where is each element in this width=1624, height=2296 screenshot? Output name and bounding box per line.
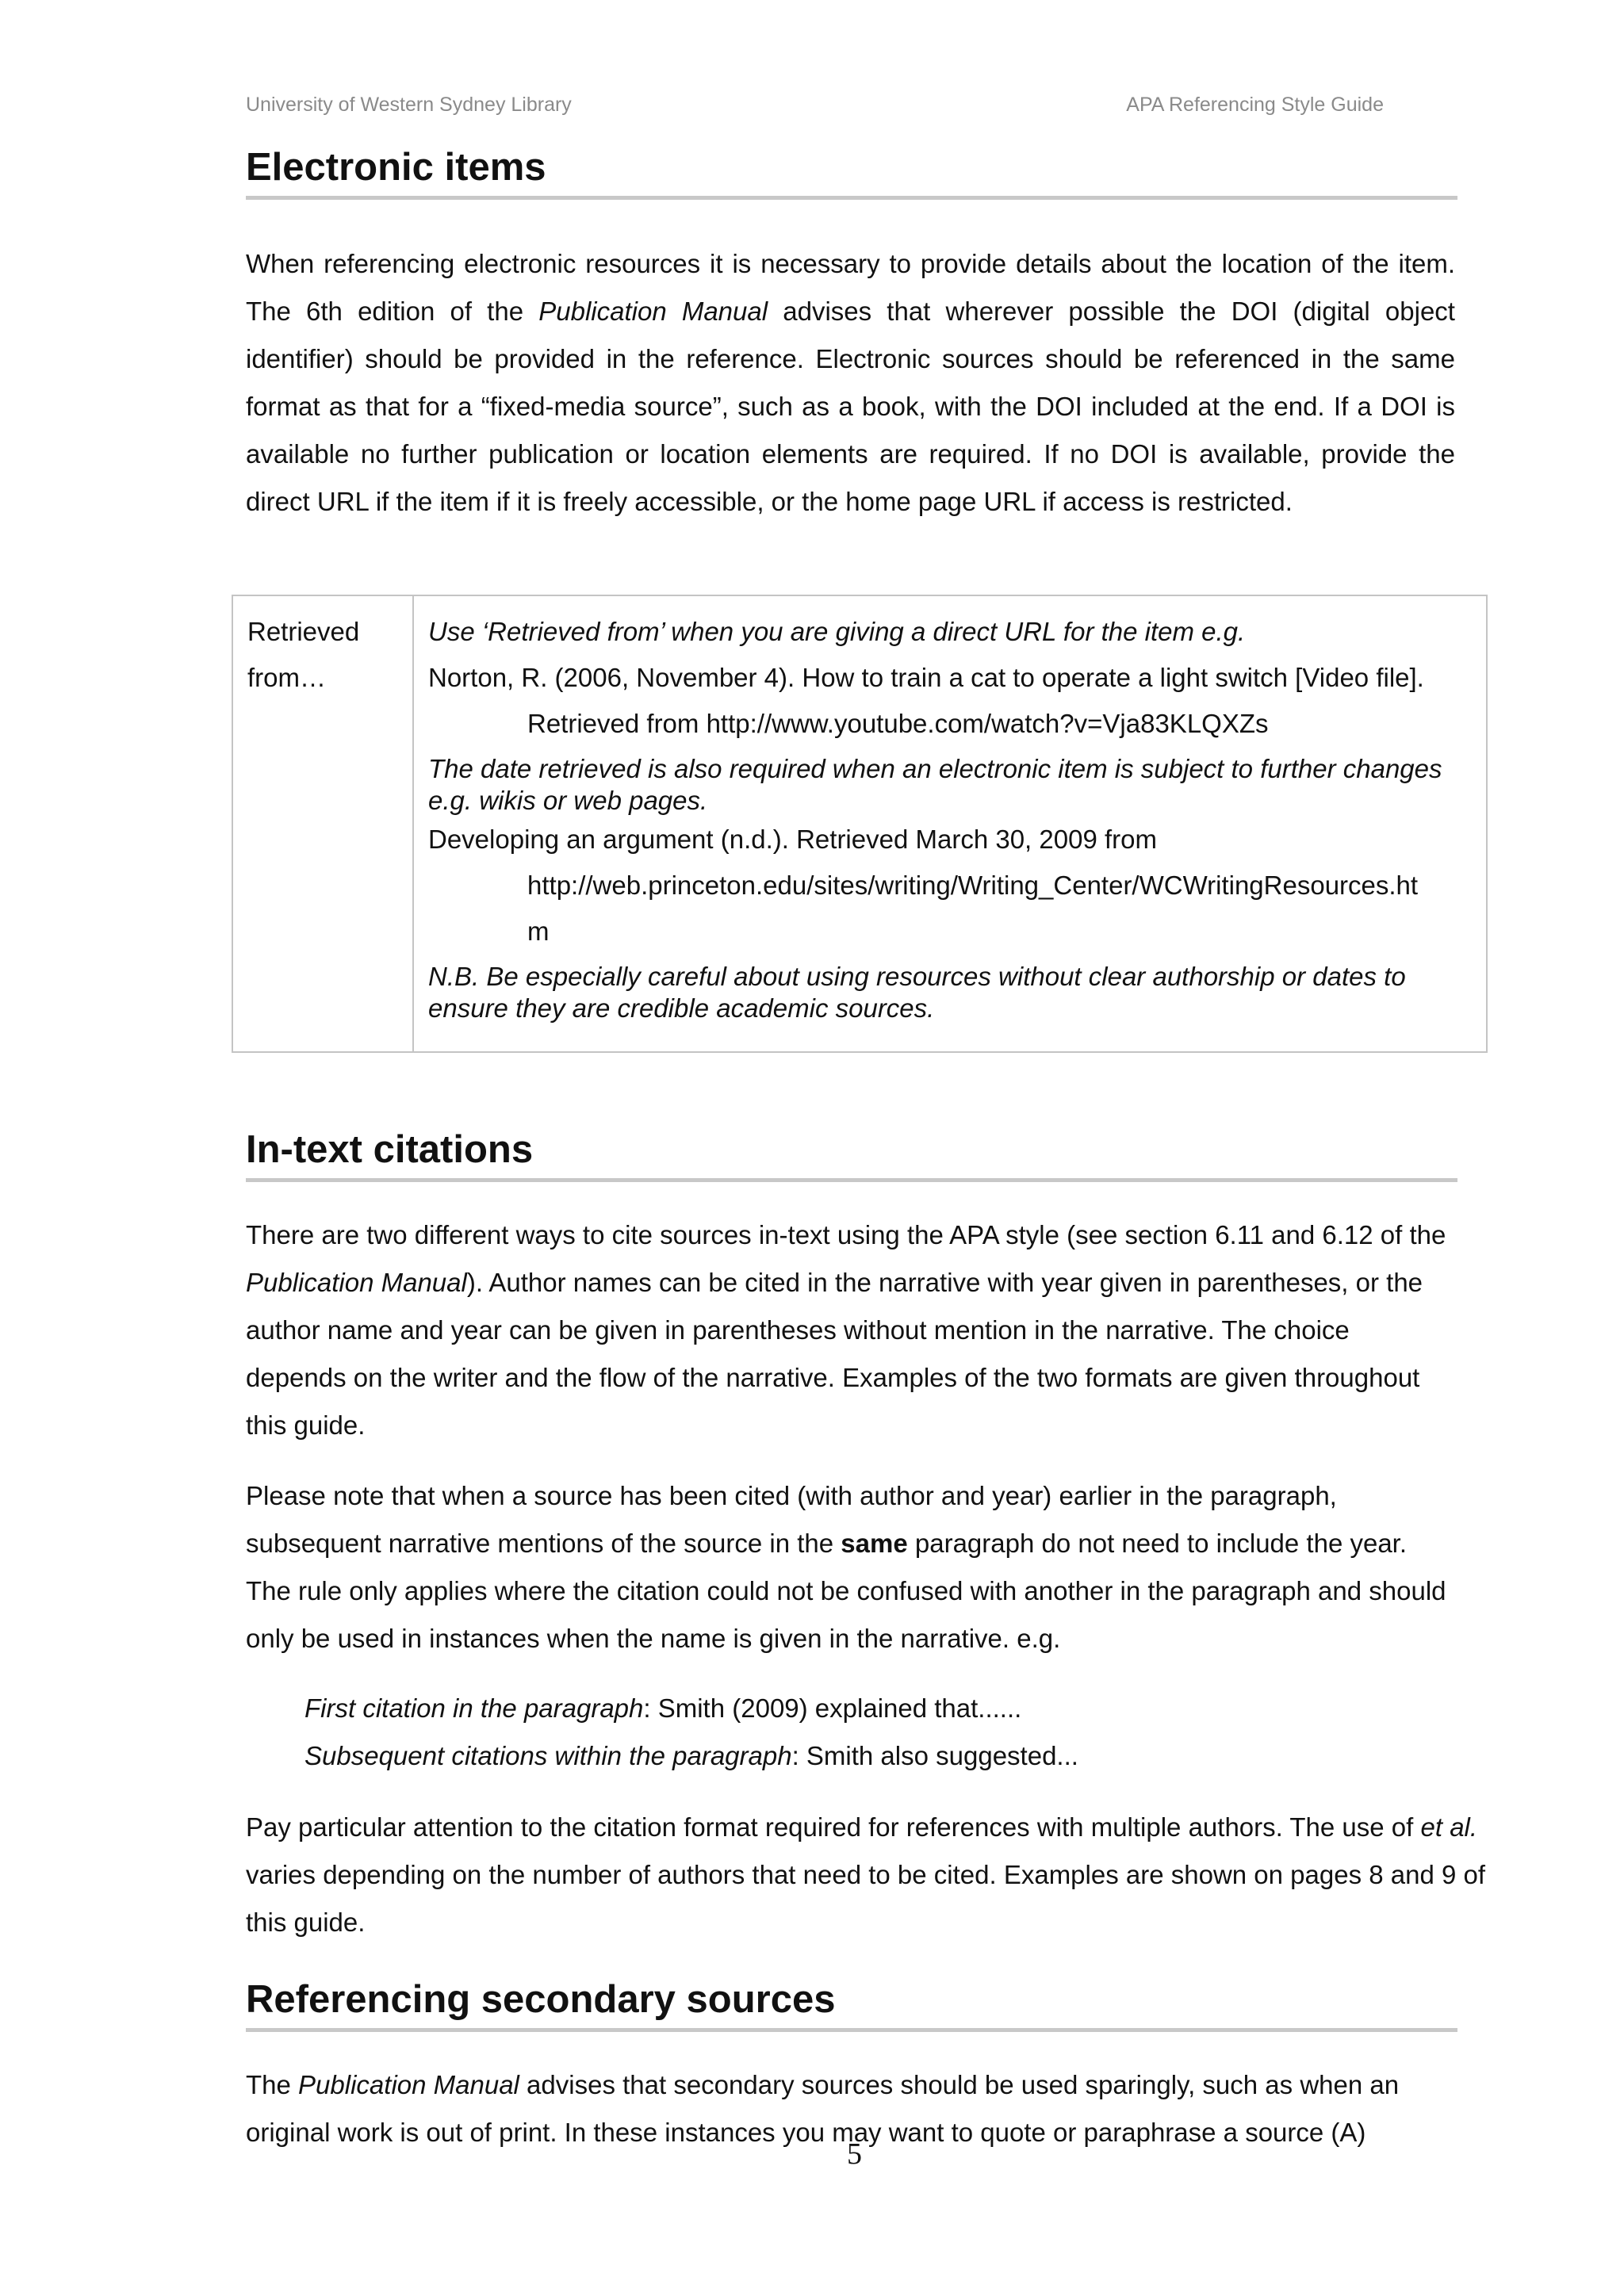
secondary-p1-text-a: The	[246, 2070, 299, 2099]
secondary-p1-text-b: advises that secondary sources should be used sparingly, such as when an original work is out of print. In these instances you may want to quote or paraphrase a source (A)	[246, 2070, 1400, 2147]
publication-manual-title: Publication Manual	[246, 1268, 467, 1297]
emphasis-same: same	[841, 1529, 908, 1558]
example-subsequent-citation-label: Subsequent citations within the paragraph	[304, 1741, 792, 1770]
example-developing-line-2: http://web.princeton.edu/sites/writing/Writing_Center/WCWritingResources.ht	[527, 871, 1419, 900]
table-label-line-2: from…	[247, 663, 326, 692]
header-right-text: APA Referencing Style Guide	[1126, 94, 1384, 116]
header-left-text: University of Western Sydney Library	[246, 94, 572, 116]
intext-p1-text-b: ). Author names can be cited in the narrative with year given in parentheses, or the author name and year can be given in parentheses without mention in the narrative. The choice depends on the writer and the flow of the narrative. Examples of the two formats are given throughout this guide.	[246, 1268, 1423, 1440]
example-subsequent-citation-text: : Smith also suggested...	[791, 1741, 1078, 1770]
example-first-citation-text: : Smith (2009) explained that......	[643, 1693, 1022, 1723]
instruction-date-retrieved: The date retrieved is also required when an electronic item is subject to further changes e.g. wikis or web pages.	[428, 754, 1442, 815]
example-first-citation	[304, 1685, 1021, 1732]
example-norton-line-1: Norton, R. (2006, November 4). How to train a cat to operate a light switch [Video file].	[428, 663, 1424, 692]
page-number: 5	[847, 2137, 862, 2171]
table-label-line-1: Retrieved	[247, 617, 360, 646]
running-header	[246, 94, 1384, 117]
heading-electronic-items: Electronic items	[246, 145, 1457, 200]
retrieved-from-table	[232, 595, 1488, 1053]
heading-in-text-citations: In-text citations	[246, 1127, 1457, 1182]
table-content-cell	[414, 596, 1486, 1051]
intext-p3-text-a: Pay particular attention to the citation format required for references with multiple authors. The use of	[246, 1812, 1421, 1842]
intext-p2-text-a: Please note that when a source has been cited (with author and year) earlier in the paragraph, subsequent narrative mentions of the source in the	[246, 1481, 1337, 1558]
publication-manual-title: Publication Manual	[298, 2070, 519, 2099]
example-developing-line-1: Developing an argument (n.d.). Retrieved March 30, 2009 from	[428, 825, 1157, 854]
example-norton-line-2: Retrieved from http://www.youtube.com/watch?v=Vja83KLQXZs	[527, 709, 1269, 738]
example-subsequent-citation	[304, 1732, 1078, 1780]
example-developing-line-3: m	[527, 916, 550, 946]
electronic-p1-text-a: When referencing electronic resources it is necessary to provide details about the location of the item. The 6th edition of the	[246, 249, 1455, 326]
intext-p1-text-a: There are two different ways to cite sources in-text using the APA style (see section 6.11 and 6.12 of the	[246, 1220, 1446, 1249]
nb-note: N.B. Be especially careful about using resources without clear authorship or dates to ensure they are credible academic sources.	[428, 962, 1406, 1023]
example-first-citation-label: First citation in the paragraph	[304, 1693, 644, 1723]
intext-paragraph-2	[246, 1472, 1455, 1663]
intext-p2-text-b: paragraph do not need to include the year. The rule only applies where the citation could not be confused with another in the paragraph and should only be used in instances when the name is given in the narrative. e.g.	[246, 1529, 1446, 1653]
intext-paragraph-3	[246, 1804, 1511, 1946]
heading-referencing-secondary-sources: Referencing secondary sources	[246, 1977, 1457, 2032]
et-al-term: et al.	[1420, 1812, 1478, 1842]
instruction-retrieved-from: Use ‘Retrieved from’ when you are giving a direct URL for the item e.g.	[428, 617, 1246, 646]
electronic-p1-text-b: advises that wherever possible the DOI (digital object identifier) should be provided in the reference. Electronic sources should be referenced in the same format as that for a “fixed-media source”, such as a book, with the DOI included at the end. If a DOI is available no further publication or location elements are required. If no DOI is available, provide the direct URL if the item if it is freely accessible, or the home page URL if access is restricted.	[246, 297, 1455, 516]
intext-paragraph-1	[246, 1211, 1455, 1449]
electronic-intro-paragraph	[246, 240, 1455, 526]
publication-manual-title: Publication Manual	[538, 297, 768, 326]
table-label-cell	[233, 596, 414, 1051]
intext-p3-text-b: varies depending on the number of authors that need to be cited. Examples are shown on pages 8 and 9 of this guide.	[246, 1860, 1486, 1937]
